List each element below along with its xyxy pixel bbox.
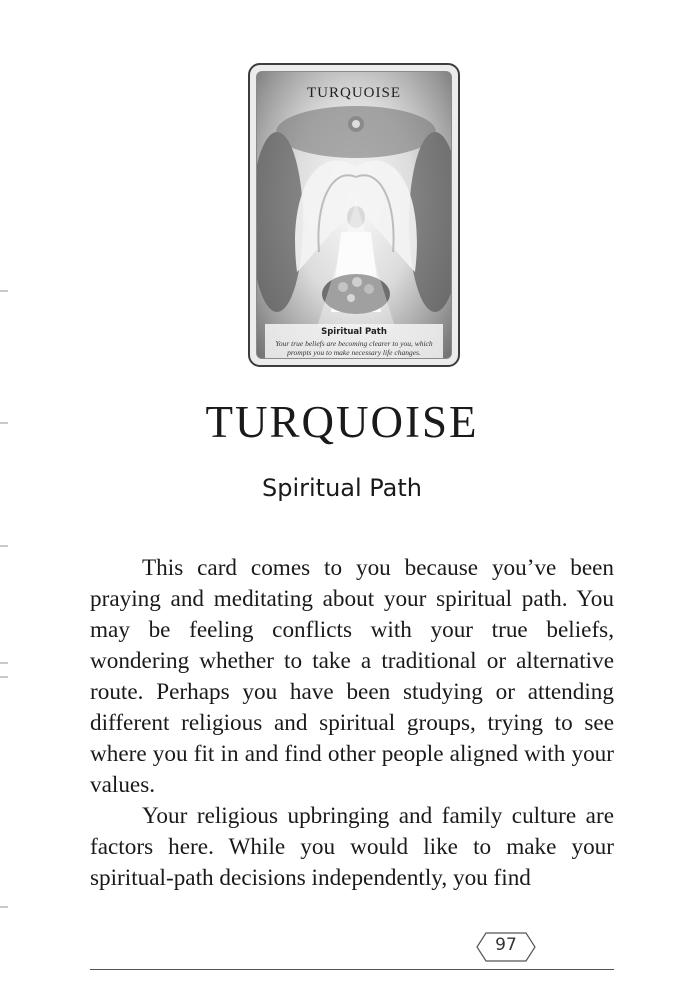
page-number: 97: [495, 935, 517, 955]
page-title: TURQUOISE: [205, 397, 479, 447]
card-artwork-frame: [256, 71, 452, 359]
page-subtitle: Spiritual Path: [261, 474, 423, 502]
card-message: Your true beliefs are becoming clearer to you, which prompts you to make necessary life changes.: [275, 339, 433, 357]
card-title: TURQUOISE: [307, 85, 401, 101]
angel-illustration: [257, 72, 452, 359]
card-caption: [265, 324, 443, 359]
oracle-card-image: [248, 63, 460, 367]
body-text: [90, 553, 614, 894]
paragraph: Your religious upbringing and family culture are factors here. While you would like to make your spiritual-path decisions independently, you find: [90, 803, 614, 891]
paragraph: This card comes to you because you’ve been praying and meditating about your spiritual path. You may be feeling conflicts with your true beliefs, wondering whether to take a traditional or alternative route. Perhaps you have been studying or attending different religious and spiritual groups, trying to see where you fit in and find other people aligned with your values.: [90, 555, 614, 798]
footer-rule: [90, 969, 614, 970]
page-number-badge: [476, 925, 536, 969]
page-footer: [90, 925, 614, 975]
card-subtitle: Spiritual Path: [321, 327, 387, 337]
